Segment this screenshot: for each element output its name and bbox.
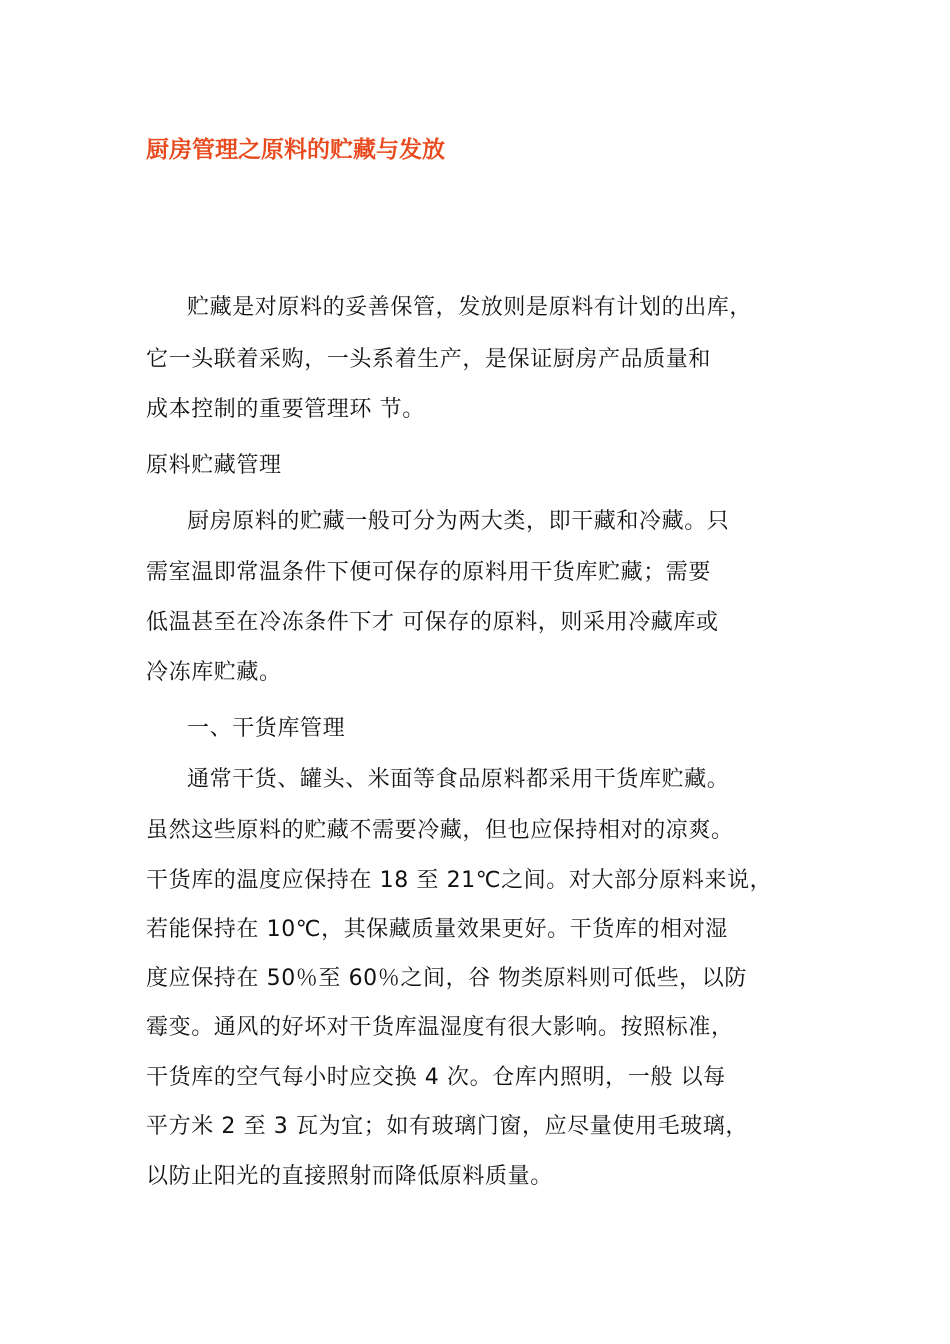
paragraph-line: 厨房原料的贮藏一般可分为两大类，即干藏和冷藏。只: [187, 509, 730, 534]
paragraph-line: 以防止阳光的直接照射而降低原料质量。: [146, 1164, 553, 1189]
paragraph-line: 若能保持在 10℃，其保藏质量效果更好。干货库的相对湿: [146, 917, 728, 942]
paragraph-line: 需室温即常温条件下便可保存的原料用干货库贮藏；需要: [146, 560, 712, 585]
paragraph-line: 干货库的温度应保持在 18 至 21℃之间。对大部分原料来说，: [146, 868, 773, 893]
paragraph-line: 度应保持在 50％至 60％之间，谷 物类原料则可低些，以防: [146, 966, 747, 991]
paragraph-line: 霉变。通风的好坏对干货库温湿度有很大影响。按照标准，: [146, 1015, 734, 1040]
section-heading: 原料贮藏管理: [146, 453, 282, 478]
paragraph-line: 平方米 2 至 3 瓦为宜；如有玻璃门窗，应尽量使用毛玻璃，: [146, 1114, 748, 1139]
paragraph-line: 通常干货、罐头、米面等食品原料都采用干货库贮藏。: [187, 767, 730, 792]
paragraph-line: 冷冻库贮藏。: [146, 660, 282, 685]
paragraph-line: 干货库的空气每小时应交换 4 次。仓库内照明，一般 以每: [146, 1065, 726, 1090]
paragraph-line: 贮藏是对原料的妥善保管，发放则是原料有计划的出库，: [187, 295, 753, 320]
paragraph-line: 虽然这些原料的贮藏不需要冷藏，但也应保持相对的凉爽。: [146, 818, 734, 843]
paragraph-line: 它一头联着采购，一头系着生产，是保证厨房产品质量和: [146, 347, 712, 372]
subsection-heading: 一、干货库管理: [187, 716, 346, 741]
paragraph-line: 成本控制的重要管理环 节。: [146, 397, 425, 422]
paragraph-line: 低温甚至在冷冻条件下才 可保存的原料，则采用冷藏库或: [146, 610, 719, 635]
document-title: 厨房管理之原料的贮藏与发放: [146, 137, 445, 163]
